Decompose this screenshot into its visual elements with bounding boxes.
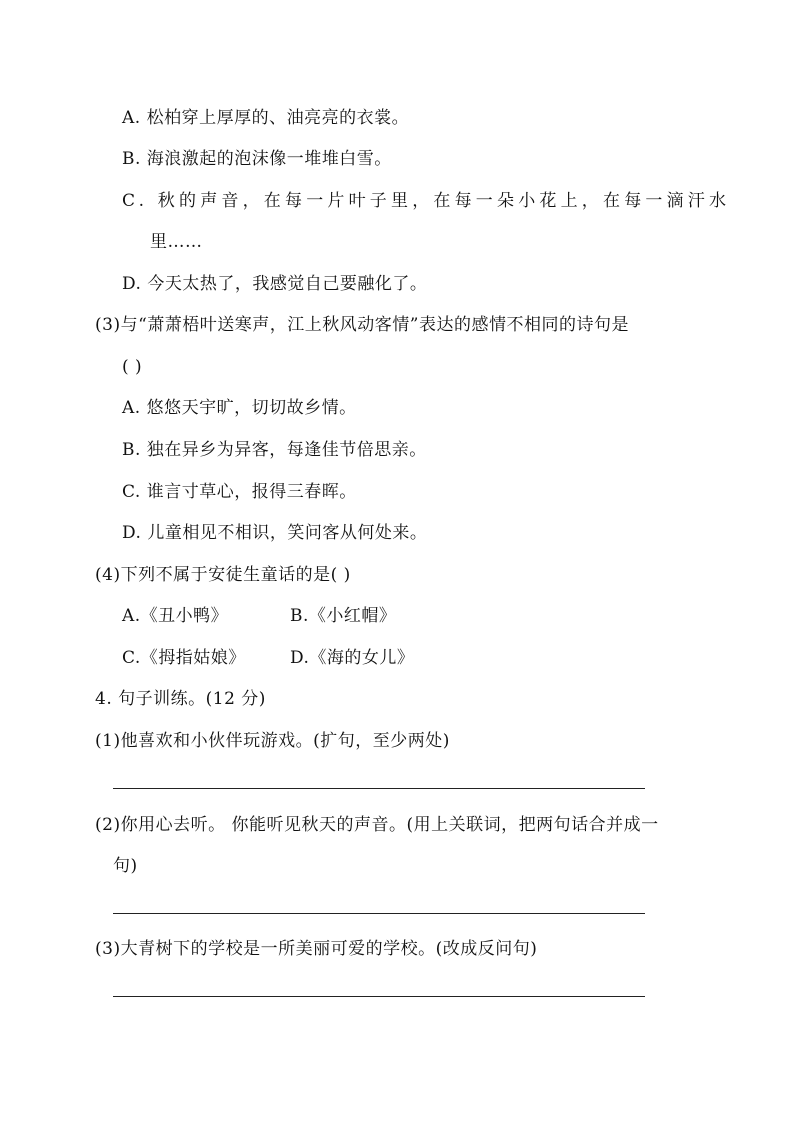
q3-option-a: A. 悠悠天宇旷，切切故乡情。 [122,398,357,418]
q3-stem: (3)与“萧萧梧叶送寒声，江上秋风动客情”表达的感情不相同的诗句是 [95,315,629,335]
section-4-item-2-line1: (2)你用心去听。 你能听见秋天的声音。(用上关联词，把两句话合并成一 [95,815,659,835]
section-4-title: 4. 句子训练。(12 分) [95,689,266,709]
q4-option-d: D.《海的女儿》 [290,648,415,668]
q2-option-d: D. 今天太热了，我感觉自己要融化了。 [122,274,428,294]
section-4-item-1: (1)他喜欢和小伙伴玩游戏。(扩句，至少两处) [95,731,450,751]
section-4-item-2-line2: 句) [113,856,138,876]
q2-option-c-line1: C. 秋的声音，在每一片叶子里，在每一朵小花上，在每一滴汗水 [122,191,731,211]
answer-blank-1[interactable] [113,788,645,789]
q2-option-b: B. 海浪激起的泡沫像一堆堆白雪。 [122,149,392,169]
q4-stem: (4)下列不属于安徒生童话的是( ) [95,565,351,585]
q4-option-a: A.《丑小鸭》 [122,606,229,626]
answer-blank-3[interactable] [113,996,645,997]
q3-answer-bracket: ( ) [122,357,143,377]
q3-option-c: C. 谁言寸草心，报得三春晖。 [122,482,357,502]
q3-option-b: B. 独在异乡为异客，每逢佳节倍思亲。 [122,440,427,460]
answer-blank-2[interactable] [113,913,645,914]
q2-option-c-line2: 里…… [150,232,203,252]
q4-option-b: B.《小红帽》 [290,606,397,626]
q3-option-d: D. 儿童相见不相识，笑问客从何处来。 [122,523,428,543]
section-4-item-3: (3)大青树下的学校是一所美丽可爱的学校。(改成反问句) [95,939,538,959]
q4-option-c: C.《拇指姑娘》 [122,648,246,668]
q2-option-a: A. 松柏穿上厚厚的、油亮亮的衣裳。 [122,108,410,128]
